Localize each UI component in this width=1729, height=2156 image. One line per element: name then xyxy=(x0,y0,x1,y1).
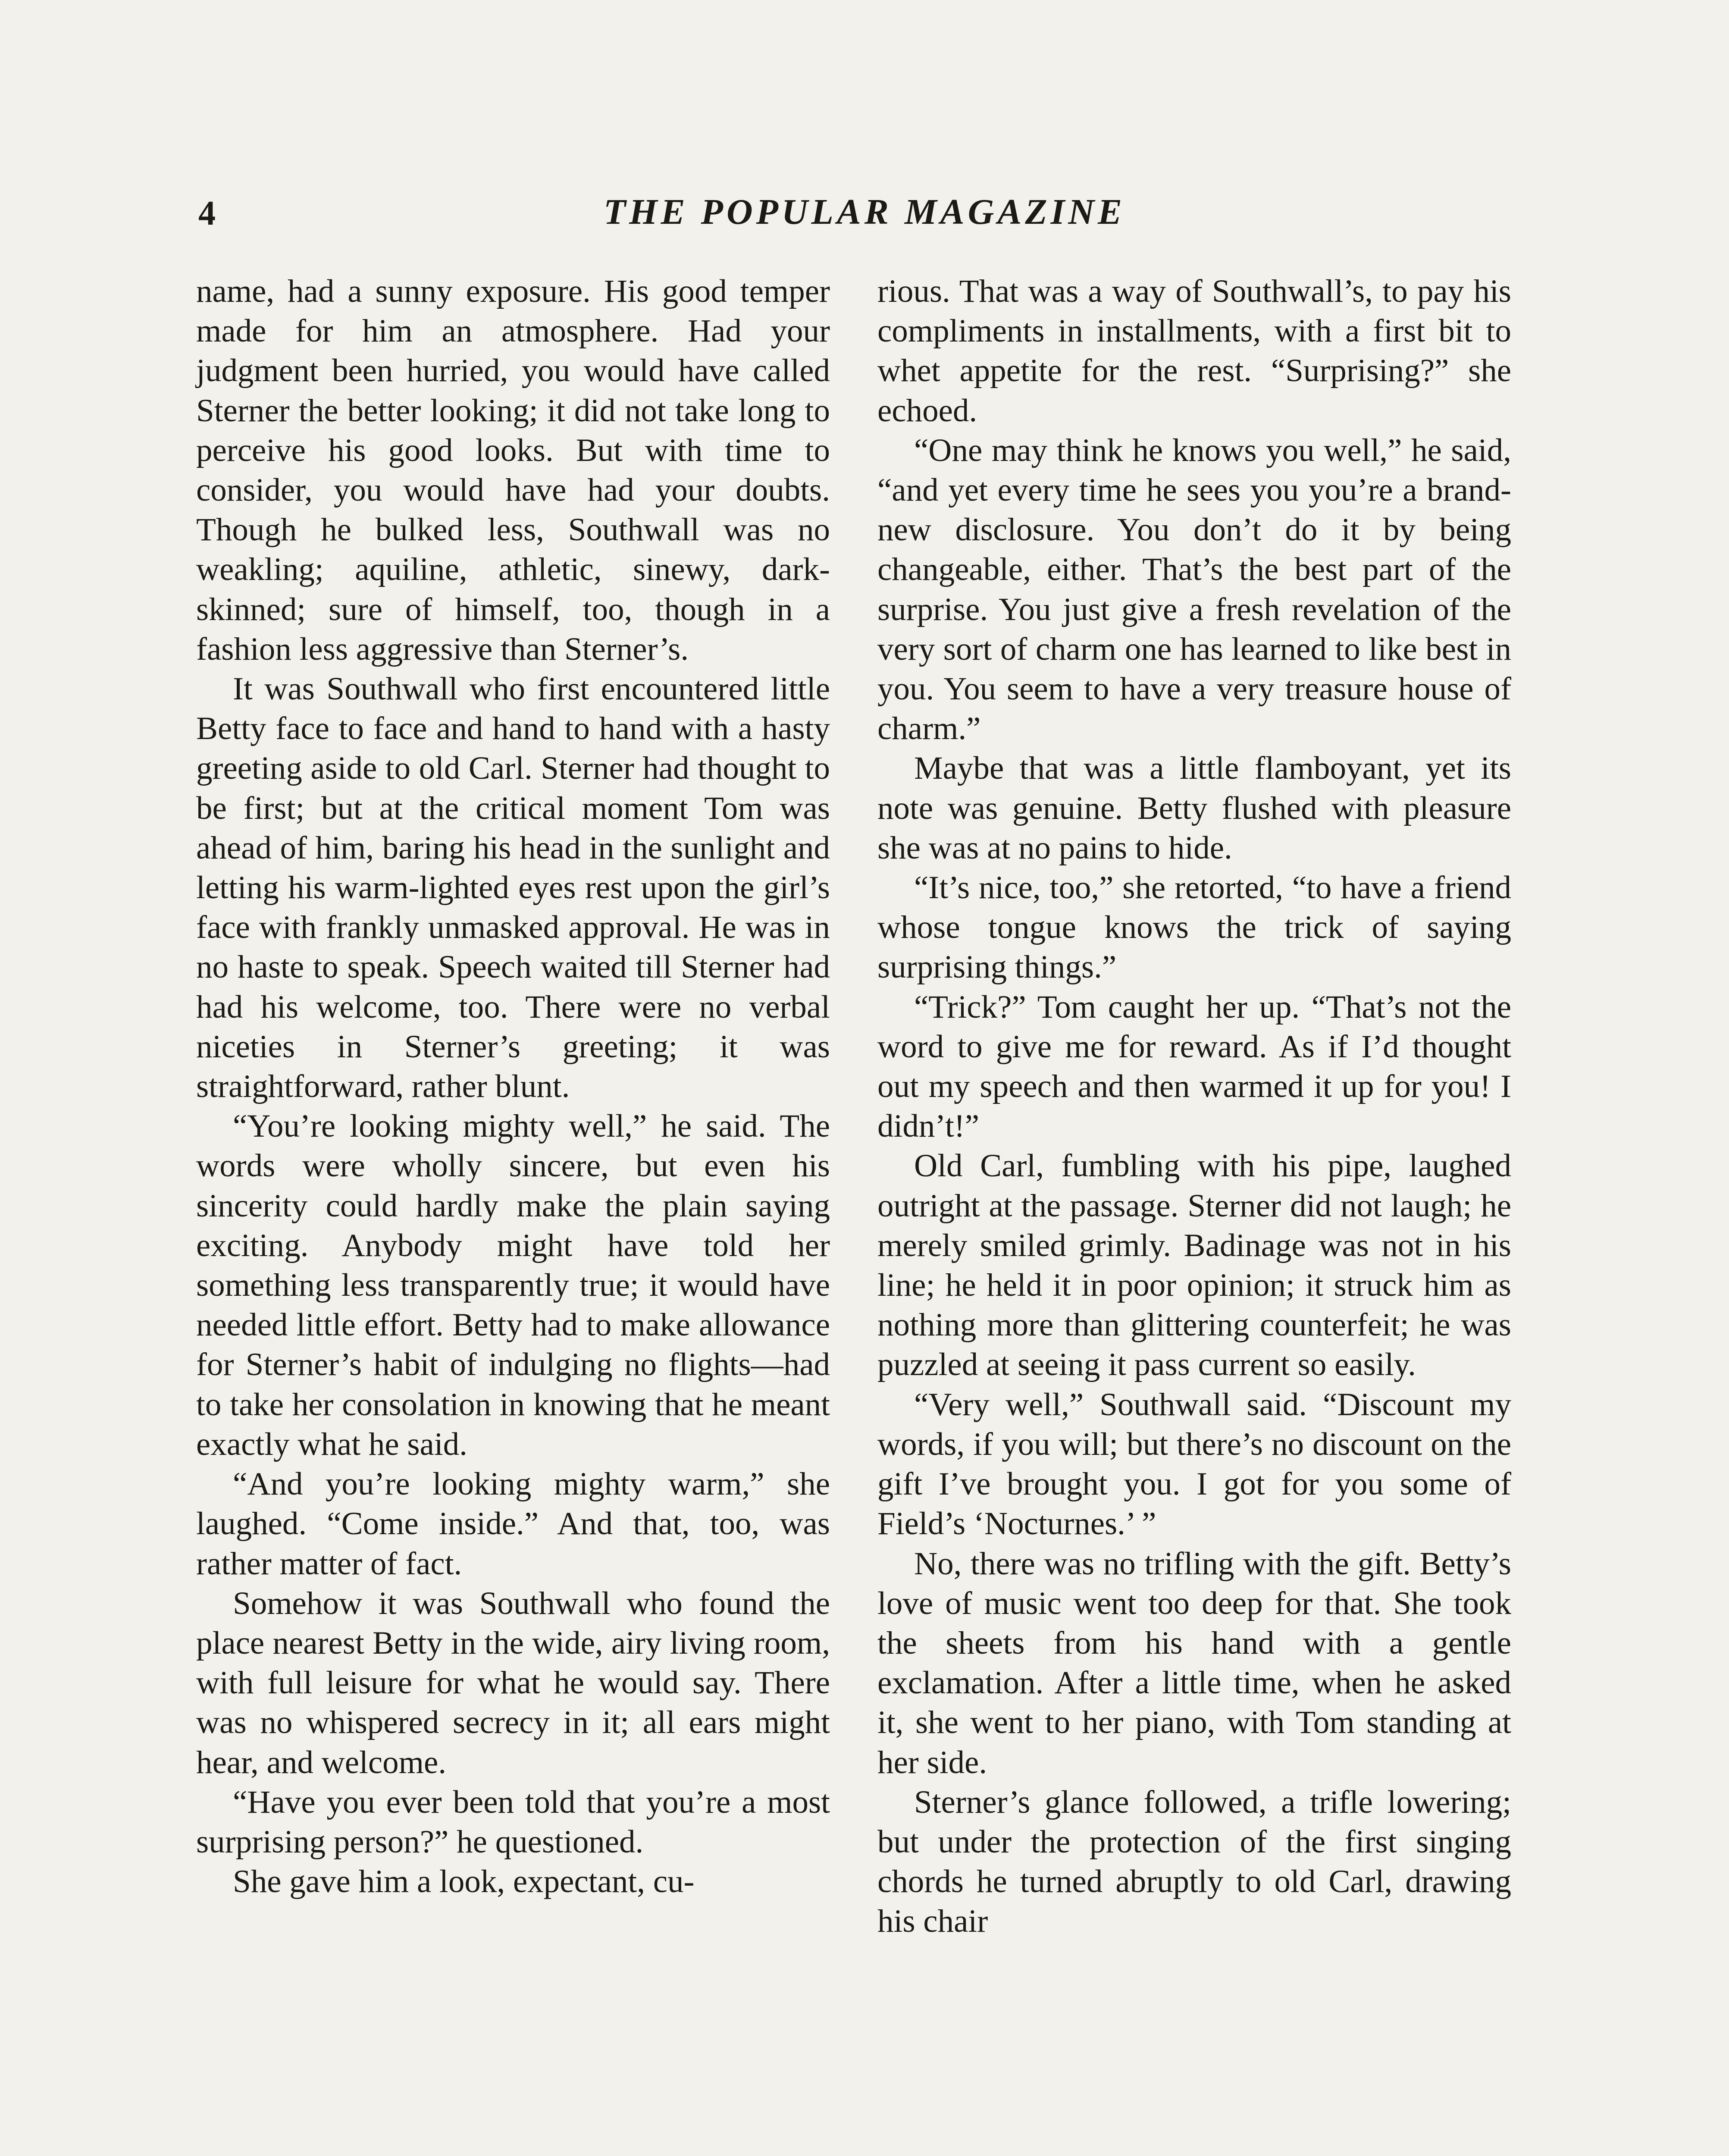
left-column xyxy=(196,272,830,1902)
paragraph: Maybe that was a little flamboyant, yet its note was genuine. Betty flushed with pleasure she was at no pains to hide. xyxy=(877,750,1511,866)
paragraph: “And you’re looking mighty warm,” she laughed. “Come inside.” And that, too, was rather matter of fact. xyxy=(196,1466,830,1582)
paragraph: She gave him a look, expectant, cu- xyxy=(233,1864,695,1900)
paragraph: “You’re looking mighty well,” he said. The words were wholly sincere, but even his sincerity could hardly make the plain saying exciting. Anybody might have told her something less transparently true; it would have needed little effort. Betty had to make allowance for Sterner’s habit of indulging no flights—had to take her consolation in knowing that he meant exactly what he said. xyxy=(196,1108,830,1462)
right-column xyxy=(877,272,1511,1942)
paragraph: Somehow it was Southwall who found the place nearest Betty in the wide, airy living room, with full leisure for what he would say. There was no whispered secrecy in it; all ears might hear, and welcome. xyxy=(196,1585,830,1780)
paragraph: “One may think he knows you well,” he said, “and yet every time he sees you you’re a brand-new disclosure. You don’t do it by being changeable, either. That’s the best part of the surprise. You just give a fresh revelation of the very sort of charm one has learned to like best in you. You seem to have a very treasure house of charm.” xyxy=(877,432,1511,747)
running-title: THE POPULAR MAGAZINE xyxy=(603,192,1126,232)
paragraph: name, had a sunny exposure. His good temper made for him an atmosphere. Had your judgment been hurried, you would have called Sterner the better looking; it did not take long to perceive his good looks. But with time to consider, you would have had your doubts. Though he bulked less, Southwall was no weakling; aquiline, athletic, sinewy, dark-skinned; sure of himself, too, though in a fashion less aggressive than Sterner’s. xyxy=(196,273,830,667)
paragraph: rious. That was a way of Southwall’s, to pay his compliments in installments, with a first bit to whet appetite for the rest. “Surprising?” she echoed. xyxy=(877,273,1511,429)
paragraph: It was Southwall who first encountered little Betty face to face and hand to hand with a hasty greeting aside to old Carl. Sterner had thought to be first; but at the critical moment Tom was ahead of him, baring his head in the sunlight and letting his warm-lighted eyes rest upon the girl’s face with frankly unmasked approval. He was in no haste to speak. Speech waited till Sterner had had his welcome, too. There were no verbal niceties in Sterner’s greeting; it was straightforward, rather blunt. xyxy=(196,671,830,1105)
paragraph: “Trick?” Tom caught her up. “That’s not the word to give me for reward. As if I’d thought out my speech and then warmed it up for you! I didn’t!” xyxy=(877,989,1511,1144)
page-number: 4 xyxy=(198,194,216,232)
paragraph: Old Carl, fumbling with his pipe, laughed outright at the passage. Sterner did not laugh; he merely smiled grimly. Badinage was not in his line; he held it in poor opinion; it struck him as nothing more than glittering counterfeit; he was puzzled at seeing it pass current so easily. xyxy=(877,1148,1511,1383)
paragraph: “Have you ever been told that you’re a most surprising person?” he questioned. xyxy=(196,1784,830,1860)
paragraph: No, there was no trifling with the gift. Betty’s love of music went too deep for that. She took the sheets from his hand with a gentle exclamation. After a little time, when he asked it, she went to her piano, with Tom standing at her side. xyxy=(877,1545,1511,1780)
paragraph: Sterner’s glance followed, a trifle lowering; but under the protection of the first singing chords he turned abruptly to old Carl, drawing his chair xyxy=(877,1784,1511,1940)
paragraph: “Very well,” Southwall said. “Discount my words, if you will; but there’s no discount on the gift I’ve brought you. I got for you some of Field’s ‘Nocturnes.’ ” xyxy=(877,1386,1511,1542)
paragraph: “It’s nice, too,” she retorted, “to have a friend whose tongue knows the trick of saying surprising things.” xyxy=(877,870,1511,985)
